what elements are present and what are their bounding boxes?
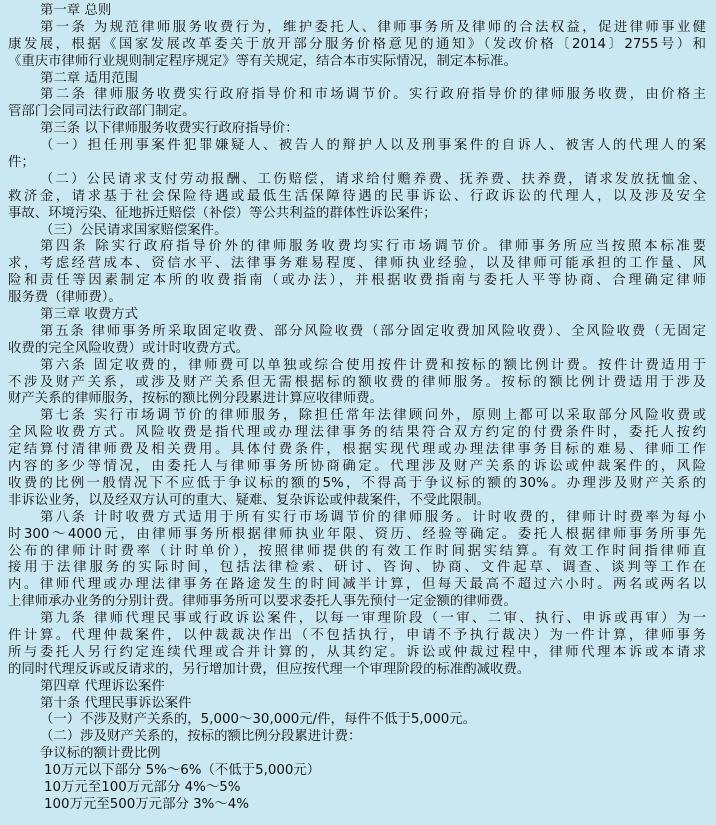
text-line: 管部门会同司法行政部门制定。 — [8, 104, 196, 120]
text-line: 件计算。代理仲裁案件，以仲裁裁决作出（不包括执行，申请不予执行裁决）为一件计算，律师事务 — [8, 627, 706, 643]
text-line: 时300～4000元，由律师事务所根据律师执业年限、资历、经验等确定。委托人根据律师事务所事先 — [8, 526, 706, 542]
text-line: 全风险收费方式。风险收费是指代理或办理法律事务的结果符合双方约定的付费条件时，委托人按约 — [8, 425, 706, 441]
text-line: （二）涉及财产关系的，按标的额比例分段累进计费： — [40, 729, 362, 745]
text-line: 10万元以下部分 5%～6%（不低于5,000元） — [44, 763, 321, 779]
text-line: 康发展，根据《国家发展改革委关于放开部分服务价格意见的通知》（发改价格〔2014〕2755号）和 — [8, 36, 706, 52]
text-line: 内。律师代理或办理法律事务在路途发生的时间减半计算，但每天最高不超过六小时。两名或两名以 — [8, 577, 706, 593]
text-line: 内容的多少等情况，由委托人与律师事务所协商确定。代理涉及财产关系的诉讼或仲裁案件的，风险 — [8, 459, 706, 475]
text-line: 定结算付清律师费及相关费用。具体付费条件，根据实现代理或办理法律事务目标的难易、律师工作 — [8, 442, 706, 458]
text-line: 10万元至100万元部分 4%～5% — [44, 779, 241, 795]
text-line: 第八条 计时收费方式适用于所有实行市场调节价的律师服务。计时收费的，律师计时费率为每小 — [40, 509, 706, 525]
text-line: 险和责任等因素制定本所的收费指南（或办法），并根据收费指南与委托人平等协商、合理确定律师 — [8, 273, 706, 289]
text-line: 第三条 以下律师服务收费实行政府指导价： — [40, 121, 299, 137]
text-line: 求，考虑经营成本、资信水平、法律事务难易程度、律师执业经验，以及律师可能承担的工作量、风 — [8, 256, 706, 272]
text-line: 财产关系的律师服务，按标的额比例分段累进计算应收律师费。 — [8, 391, 383, 407]
text-line: 救济金，请求基于社会保险待遇或最低生活保障待遇的民事诉讼、行政诉讼的代理人，以及涉及安全 — [8, 188, 706, 204]
text-line: 不涉及财产关系，或涉及财产关系但无需根据标的额收费的律师服务。按标的额比例计费适用于涉及 — [8, 374, 706, 390]
text-line: 接用于法律服务的实际时间，包括法律检索、研讨、咨询、协商、文件起草、调查、谈判等工作在 — [8, 560, 706, 576]
text-line: 件； — [8, 155, 35, 171]
text-line: 上律师承办业务的分别计费。律师事务所可以要求委托人事先预付一定金额的律师费。 — [8, 594, 517, 610]
text-line: 事故、环境污染、征地拆迁赔偿（补偿）等公共利益的群体性诉讼案件； — [8, 205, 437, 221]
text-line: 第十条 代理民事诉讼案件 — [40, 695, 192, 711]
text-line: 第六条 固定收费的，律师费可以单独或综合使用按件计费和按标的额比例计费。按件计费适用于 — [40, 357, 706, 373]
text-line: 服务费（律师费）。 — [8, 290, 122, 306]
text-line: 收费的完全风险收费）或计时收费方式。 — [8, 340, 250, 356]
text-line: （三）公民请求国家赔偿案件。 — [40, 222, 228, 238]
text-line: 的同时代理反诉或反请求的，另行增加计费，但应按代理一个审理阶段的标准酌减收费。 — [8, 661, 531, 677]
text-line: 第七条 实行市场调节价的律师服务，除担任常年法律顾问外，原则上都可以采取部分风险收费或 — [40, 408, 706, 424]
text-line: 第四章 代理诉讼案件 — [40, 678, 165, 694]
text-line: 收费的比例一般情况下不应低于争议标的额的5%，不得高于争议标的额的30%。办理涉及财产关系的 — [8, 475, 706, 491]
text-line: 争议标的额计费比例 — [40, 746, 161, 762]
text-line: 第五条 律师事务所采取固定收费、部分风险收费（部分固定收费加风险收费）、全风险收费（无固定 — [40, 323, 706, 339]
text-line: 《重庆市律师行业规则制定程序规定》等有关规定，结合本市实际情况，制定本标准。 — [8, 53, 517, 69]
text-line: 第一条 为规范律师服务收费行为，维护委托人、律师事务所及律师的合法权益，促进律师事业健 — [40, 19, 706, 35]
text-line: 公布的律师计时费率（计时单价），按照律师提供的有效工作时间据实结算。有效工作时间指律师直 — [8, 543, 706, 559]
text-line: （二）公民请求支付劳动报酬、工伤赔偿，请求给付赡养费、抚养费、扶养费，请求发放抚恤金、 — [40, 171, 706, 187]
text-line: （一）不涉及财产关系的，5,000～30,000元/件，每件不低于5,000元。 — [40, 712, 477, 728]
text-line: 第九条 律师代理民事或行政诉讼案件，以每一审理阶段（一审、二审、执行、申诉或再审）为一 — [40, 611, 706, 627]
text-line: 第三章 收费方式 — [40, 307, 138, 323]
text-line: （一）担任刑事案件犯罪嫌疑人、被告人的辩护人以及刑事案件的自诉人、被害人的代理人的案 — [40, 138, 706, 154]
text-line: 第二条 律师服务收费实行政府指导价和市场调节价。实行政府指导价的律师服务收费，由价格主 — [40, 87, 706, 103]
text-line: 第二章 适用范围 — [40, 70, 138, 86]
text-line: 第四条 除实行政府指导价外的律师服务收费均实行市场调节价。律师事务所应当按照本标准要 — [40, 239, 706, 255]
text-line: 非诉讼业务，以及经双方认可的重大、疑难、复杂诉讼或仲裁案件，不受此限制。 — [8, 492, 491, 508]
text-line: 所与委托人另行约定连续代理或合并计算的，从其约定。诉讼或仲裁过程中，律师代理本诉或本请求 — [8, 644, 706, 660]
text-line: 100万元至500万元部分 3%～4% — [44, 796, 249, 812]
text-line: 第一章 总则 — [40, 3, 112, 18]
